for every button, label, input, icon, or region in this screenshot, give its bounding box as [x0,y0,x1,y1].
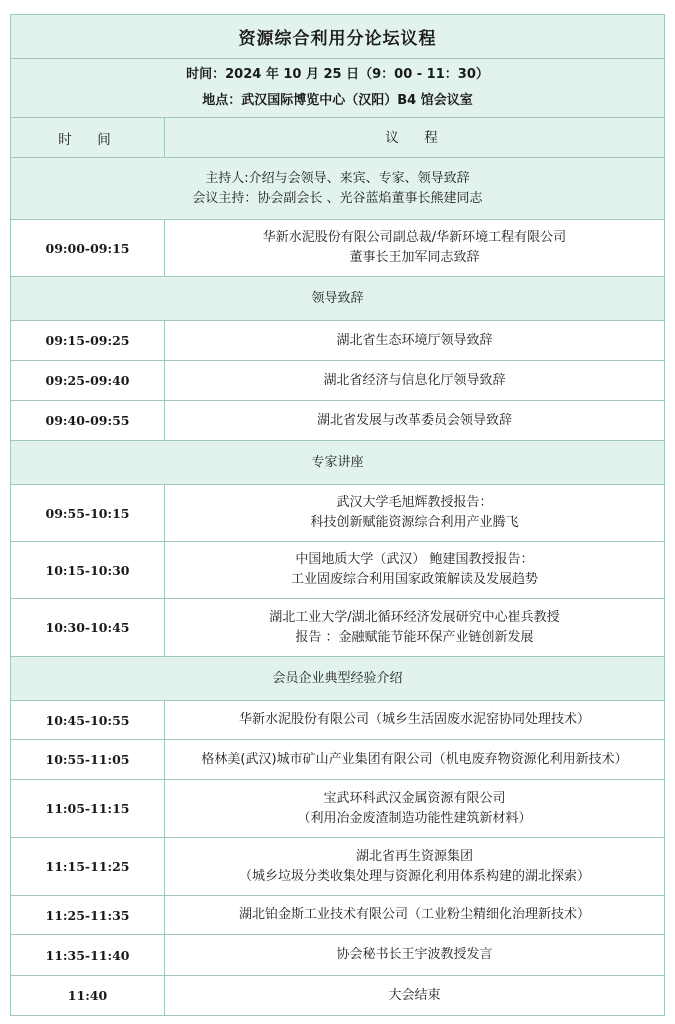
agenda-cell [165,599,664,656]
agenda-item-text: （城乡垃圾分类收集处理与资源化利用体系构建的湖北探索） [238,868,590,884]
agenda-cell [165,935,664,975]
agenda-cell [165,401,664,440]
agenda-row [11,599,665,657]
section-cell [11,657,664,700]
agenda-item-text: 湖北省经济与信息化厅领导致辞 [323,372,506,388]
time-cell: 10:15-10:30 [11,542,165,598]
agenda-row [11,321,665,361]
agenda-row [11,838,665,896]
time-cell: 10:55-11:05 [11,740,165,779]
column-header-agenda: 议 程 [385,129,444,146]
title-row [11,15,665,59]
agenda-cell [165,542,664,598]
agenda-row [11,361,665,401]
section-cell [11,277,664,320]
agenda-item-text: 华新水泥股份有限公司（城乡生活固废水泥窑协同处理技术） [238,712,590,727]
section-row [11,277,665,321]
page-title: 资源综合利用分论坛议程 [238,29,437,49]
agenda-row [11,401,665,441]
column-header-time: 时 间 [11,118,165,157]
agenda-item-text: 武汉大学毛旭辉教授报告： [336,495,493,510]
agenda-cell [165,485,664,541]
time-cell: 09:00-09:15 [11,220,165,276]
section-cell [11,441,664,484]
agenda-item-text: 湖北省发展与改革委员会领导致辞 [316,412,512,428]
section-text: 会员企业典型经验介绍 [272,670,403,686]
info-row [11,59,665,118]
agenda-row [11,896,665,935]
agenda-table [10,14,665,1016]
header-row [11,118,665,158]
time-cell: 10:30-10:45 [11,599,165,656]
agenda-item-text: 大会结束 [388,987,441,1003]
agenda-item-text: 工业固废综合利用国家政策解读及发展趋势 [290,572,538,587]
section-text: 领导致辞 [311,290,364,306]
section-row [11,158,665,220]
agenda-item-text: 湖北省生态环境厅领导致辞 [336,332,493,348]
time-cell: 09:15-09:25 [11,321,165,360]
agenda-item-text: 中国地质大学（武汉） 鲍建国教授报告： [295,552,534,567]
time-cell: 11:40 [11,976,165,1015]
agenda-item-text: 湖北省再生资源集团 [355,848,473,864]
agenda-row [11,701,665,740]
agenda-item-text: 协会秘书长王宇波教授发言 [336,947,493,962]
agenda-item-text: 报告 ：金融赋能节能环保产业链创新发展 [295,629,534,645]
agenda-cell [165,838,664,895]
meeting-place: 地点：武汉国际博览中心（汉阳）B4 馆会议室 [202,93,473,108]
agenda-item-text: 科技创新赋能资源综合利用产业腾飞 [310,515,519,530]
time-cell: 09:55-10:15 [11,485,165,541]
agenda-cell [165,896,664,934]
time-cell: 09:40-09:55 [11,401,165,440]
agenda-row [11,976,665,1016]
section-text: 会议主持：协会副会长 、光谷蓝焰董事长熊建同志 [192,190,483,206]
section-text: 主持人:介绍与会领导、来宾、专家、领导致辞 [205,170,470,186]
agenda-item-text: 董事长王加军同志致辞 [349,250,480,265]
meeting-info [11,59,664,117]
agenda-item-text: （利用冶金废渣制造功能性建筑新材料） [297,810,532,826]
meeting-time: 时间：2024 年 10 月 25 日（9：00 - 11：30） [186,67,489,82]
agenda-cell [165,740,664,779]
agenda-item-text: 格林美(武汉)城市矿山产业集团有限公司（机电废弃物资源化利用新技术） [201,751,628,767]
section-cell [11,158,664,219]
agenda-cell [165,361,664,400]
section-row [11,441,665,485]
section-row [11,657,665,701]
agenda-cell [165,976,664,1015]
time-cell: 11:15-11:25 [11,838,165,895]
agenda-row [11,485,665,542]
time-cell: 11:05-11:15 [11,780,165,837]
time-cell: 11:25-11:35 [11,896,165,934]
agenda-rows [11,158,665,1016]
time-cell: 11:35-11:40 [11,935,165,975]
time-cell: 09:25-09:40 [11,361,165,400]
agenda-cell [165,220,664,276]
agenda-item-text: 华新水泥股份有限公司副总裁/华新环境工程有限公司 [262,230,567,245]
agenda-cell [165,321,664,360]
agenda-item-text: 湖北工业大学/湖北循环经济发展研究中心崔兵教授 [269,609,560,625]
agenda-cell [165,780,664,837]
time-cell: 10:45-10:55 [11,701,165,739]
agenda-item-text: 湖北铂金斯工业技术有限公司（工业粉尘精细化治理新技术） [238,907,590,922]
agenda-row [11,780,665,838]
agenda-row [11,220,665,277]
agenda-row [11,542,665,599]
agenda-row [11,935,665,976]
section-text: 专家讲座 [311,454,364,470]
agenda-cell [165,701,664,739]
agenda-row [11,740,665,780]
agenda-item-text: 宝武环科武汉金属资源有限公司 [323,790,506,806]
